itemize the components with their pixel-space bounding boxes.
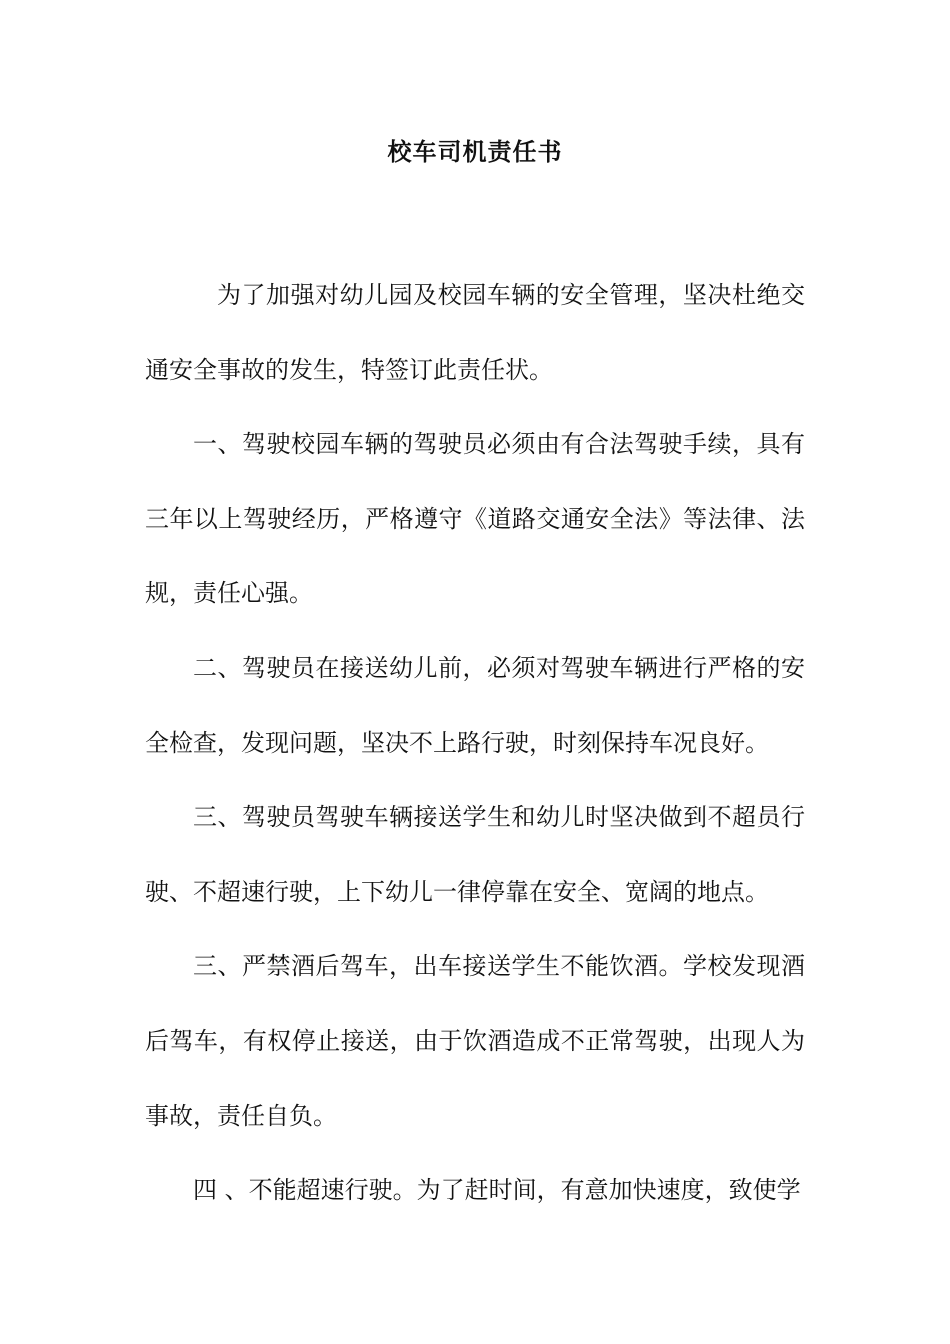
paragraph-clause-3: 三、驾驶员驾驶车辆接送学生和幼儿时坚决做到不超员行驶、不超速行驶，上下幼儿一律停靠在安全、宽阔的地点。 [145,803,805,906]
paragraph-clause-2: 二、驾驶员在接送幼儿前，必须对驾驶车辆进行严格的安全检查，发现问题，坚决不上路行驶，时刻保持车况良好。 [145,653,805,757]
paragraph-clause-3b: 三、严禁酒后驾车，出车接送学生不能饮酒。学校发现酒后驾车，有权停止接送，由于饮酒造成不正常驾驶，出现人为事故，责任自负。 [145,952,805,1130]
paragraph-clause-1: 一、驾驶校园车辆的驾驶员必须由有合法驾驶手续，具有三年以上驾驶经历，严格遵守《道路交通安全法》等法律、法规，责任心强。 [145,430,805,608]
paragraph-clause-4: 四 、不能超速行驶。为了赶时间，有意加快速度，致使学 [193,1176,801,1205]
document-title: 校车司机责任书 [387,137,563,166]
document-body [145,258,805,1228]
paragraph-intro: 为了加强对幼儿园及校园车辆的安全管理，坚决杜绝交通安全事故的发生，特签订此责任状。 [145,281,805,384]
